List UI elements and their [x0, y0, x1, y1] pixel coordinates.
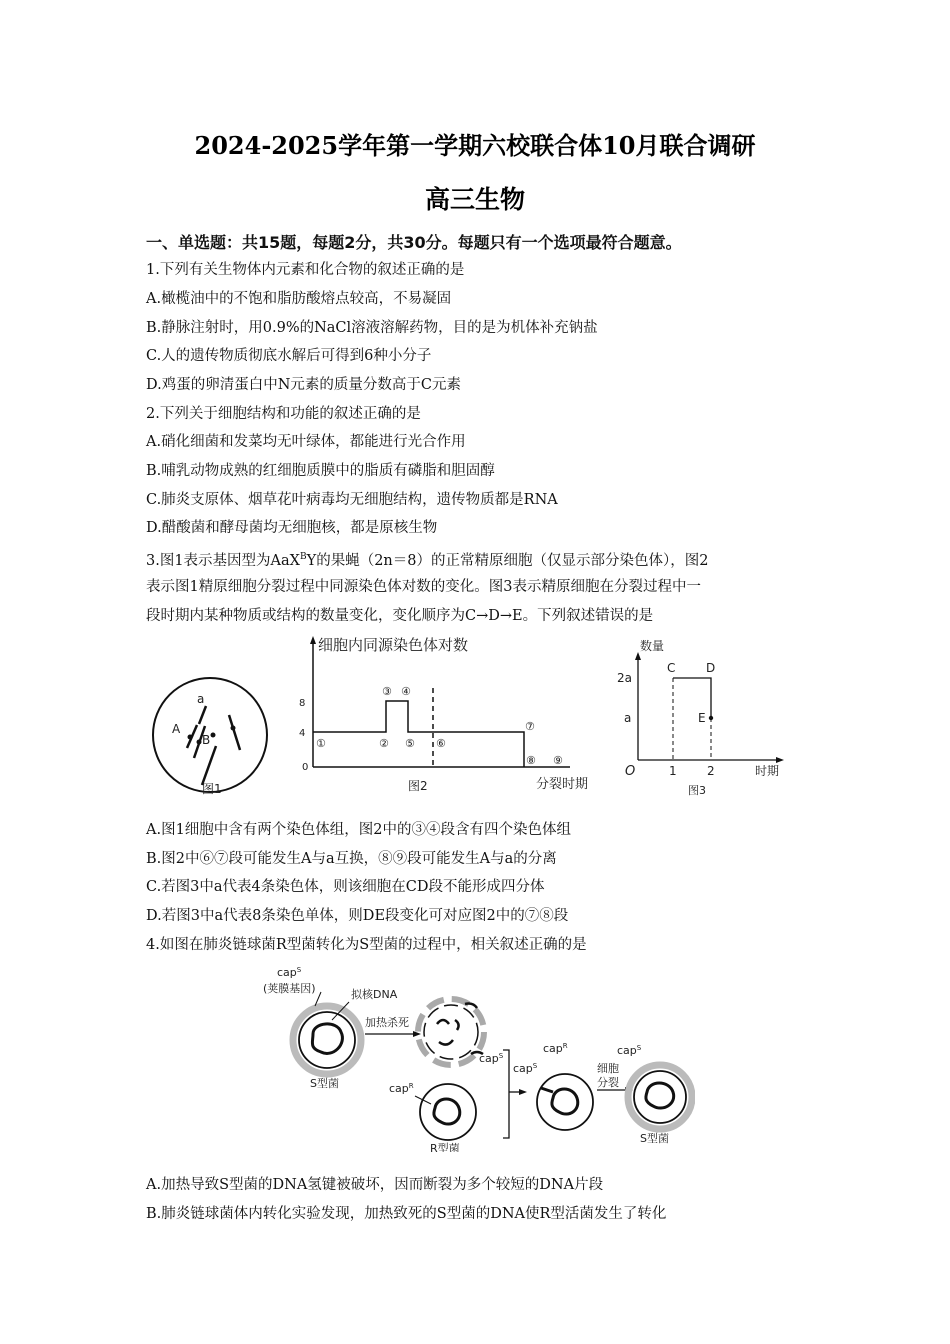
question-2-option-d: D.醋酸菌和酵母菌均无细胞核，都是原核生物 — [146, 520, 438, 536]
figure-2 — [299, 636, 588, 793]
question-3-option-a: A.图1细胞中含有两个染色体组，图2中的③④段含有四个染色体组 — [146, 822, 572, 838]
section-heading: 一、单选题：共15题，每题2分，共30分。每题只有一个选项最符合题意。 — [146, 233, 682, 252]
fig2-seg-3: ③ — [382, 685, 392, 698]
fig3-origin: O — [625, 764, 636, 779]
fig3-caption: 图3 — [688, 784, 706, 797]
fig2-seg-6: ⑥ — [436, 737, 446, 750]
fig1-caption: 图1 — [202, 782, 222, 796]
fig4-capS-right: cap$^S$ — [617, 1044, 642, 1057]
fig2-seg-9: ⑨ — [553, 754, 563, 767]
question-2-stem: 2.下列关于细胞结构和功能的叙述正确的是 — [146, 406, 421, 422]
exam-subject: 高三生物 — [424, 185, 525, 214]
fig3-point-e: E — [698, 711, 706, 725]
fig2-seg-2: ② — [379, 737, 389, 750]
question-1-option-d: D.鸡蛋的卵清蛋白中N元素的质量分数高于C元素 — [146, 377, 461, 393]
exam-title: 2024-2025学年第一学期六校联合体10月联合调研 — [194, 131, 756, 160]
fig4-r-strain: R型菌 — [430, 1142, 460, 1152]
fig2-seg-8: ⑧ — [526, 754, 536, 767]
fig2-seg-4: ④ — [401, 685, 411, 698]
fig4-division-2: 分裂 — [597, 1076, 619, 1089]
fig3-xtick-1: 1 — [669, 764, 677, 778]
question-3-option-d: D.若图3中a代表8条染色单体，则DE段变化可对应图2中的⑦⑧段 — [146, 908, 569, 924]
fig2-seg-7: ⑦ — [525, 720, 535, 733]
question-3-stem-line-2: 表示图1精原细胞分裂过程中同源染色体对数的变化。图3表示精原细胞在分裂过程中一 — [146, 579, 701, 595]
fig3-point-d: D — [706, 661, 716, 675]
fig1-label-A: A — [172, 722, 181, 736]
fig2-ytick-0: 0 — [302, 762, 309, 773]
q3-text-a: 3.图1表示基因型为AaX — [146, 552, 300, 569]
fig2-title: 细胞内同源染色体对数 — [318, 636, 469, 654]
fig3-xtick-2: 2 — [707, 764, 715, 778]
figure-1 — [153, 678, 267, 796]
fig2-seg-1: ① — [316, 737, 326, 750]
question-2-option-a: A.硝化细菌和发菜均无叶绿体，都能进行光合作用 — [146, 434, 466, 450]
fig1-label-a: a — [197, 692, 205, 706]
question-3-option-b: B.图2中⑥⑦段可能发生A与a互换，⑧⑨段可能发生A与a的分离 — [146, 851, 557, 867]
question-2-option-b: B.哺乳动物成熟的红细胞质膜中的脂质有磷脂和胆固醇 — [146, 463, 495, 479]
fig4-division-1: 细胞 — [597, 1062, 619, 1075]
question-4-stem: 4.如图在肺炎链球菌R型菌转化为S型菌的过程中，相关叙述正确的是 — [146, 937, 587, 953]
question-1-option-a: A.橄榄油中的不饱和脂肪酸熔点较高，不易凝固 — [146, 291, 452, 307]
fig3-ylabel: 数量 — [640, 639, 665, 653]
fig4-capS-mid: cap$^S$ — [513, 1062, 538, 1075]
fig4-capsule-gene: (荚膜基因) — [263, 982, 316, 995]
fig3-point-c: C — [667, 661, 676, 675]
question-1-stem: 1.下列有关生物体内元素和化合物的叙述正确的是 — [146, 262, 465, 278]
fig2-xlabel: 分裂时期 — [536, 777, 589, 792]
fig4-capR-label: cap$^R$ — [389, 1082, 414, 1095]
fig2-seg-5: ⑤ — [405, 737, 415, 750]
fig2-caption: 图2 — [408, 779, 428, 793]
fig4-capS-frag: cap$^S$ — [479, 1052, 504, 1065]
question-3-stem-line-1 — [146, 547, 708, 571]
fig4-capS-top: cap$^S$ — [277, 966, 302, 979]
question-2-option-c: C.肺炎支原体、烟草花叶病毒均无细胞结构，遗传物质都是RNA — [146, 492, 558, 508]
fig4-nucleoid-dna: 拟核DNA — [351, 988, 398, 1001]
figure-4-transformation — [255, 962, 695, 1152]
question-3-stem-line-3: 段时期内某种物质或结构的数量变化，变化顺序为C→D→E。下列叙述错误的是 — [146, 608, 654, 624]
fig1-label-B: B — [202, 733, 211, 747]
q3-text-b: Y的果蝇（2n＝8）的正常精原细胞（仅显示部分染色体），图2 — [306, 552, 709, 569]
question-1-option-b: B.静脉注射时，用0.9%的NaCl溶液溶解药物，目的是为机体补充钠盐 — [146, 320, 598, 336]
fig4-s-strain-left: S型菌 — [310, 1077, 339, 1090]
q3-figures — [150, 630, 800, 805]
fig2-ytick-8: 8 — [299, 698, 306, 709]
fig4-s-strain-right: S型菌 — [640, 1132, 669, 1145]
question-4-option-b: B.肺炎链球菌体内转化实验发现，加热致死的S型菌的DNA使R型活菌发生了转化 — [146, 1206, 667, 1222]
question-1-option-c: C.人的遗传物质彻底水解后可得到6种小分子 — [146, 348, 432, 364]
question-3-option-c: C.若图3中a代表4条染色体，则该细胞在CD段不能形成四分体 — [146, 879, 545, 895]
fig4-capR-mid: cap$^R$ — [543, 1042, 568, 1055]
fig3-ytick-2a: 2a — [617, 671, 632, 685]
fig3-xlabel: 时期 — [755, 764, 780, 778]
fig3-ytick-a: a — [624, 711, 632, 725]
figure-3 — [617, 638, 784, 797]
fig4-heat-kill: 加热杀死 — [365, 1016, 409, 1029]
question-4-option-a: A.加热导致S型菌的DNA氢键被破坏，因而断裂为多个较短的DNA片段 — [146, 1177, 604, 1193]
q3-sup-b: B — [300, 552, 307, 562]
fig2-ytick-4: 4 — [299, 728, 306, 739]
